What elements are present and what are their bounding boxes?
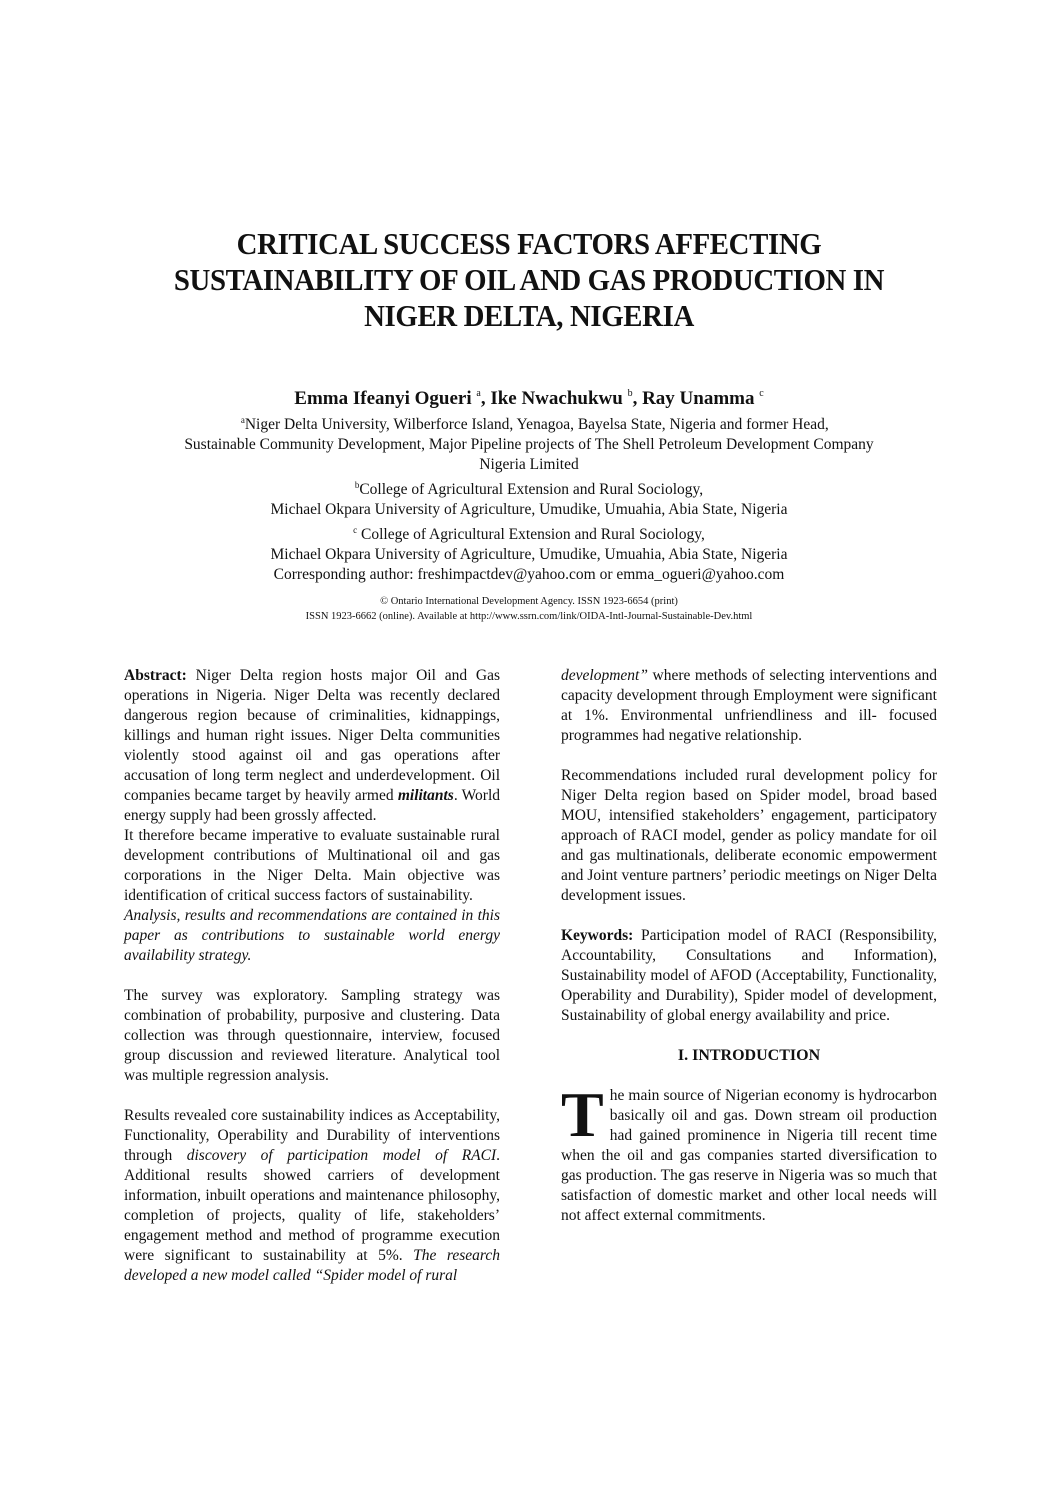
author-name: Ike Nwachukwu [490,388,623,409]
affiliation-a [0,410,1058,435]
affiliations [0,410,1058,585]
abstract-text: Niger Delta region hosts major Oil and Gas operations in Nigeria. Niger Delta was recently declared dangerous region because of criminalities, kidnappings, killings and human right issues. Niger Delta communities violently stood against oil and gas operations after accusation of long term neglect and underdevelopment. Oil companies became target by heavily armed [124,667,500,804]
copyright-issn-print: © Ontario International Development Agency. ISSN 1923-6654 (print) [380,596,678,607]
abstract-italic-note: Analysis, results and recommendations are contained in this paper as contributions to sustainable world energy availability strategy. [124,907,500,964]
abstract-text: Results revealed core sustainability indices as Acceptability, Functionality, Operability and Durability of interventions through [124,1107,500,1164]
title-line-3: NIGER DELTA, NIGERIA [364,298,694,333]
abstract-recommendations: Recommendations included rural development policy for Niger Delta region based on Spider model, broad based MOU, intensified stakeholders’ engagement, participatory approach of RACI model, gender as policy mandate for oil and gas multinationals, deliberate economic empowerment and Joint venture partners’ periodic meetings on Niger Delta development issues. [561,767,937,904]
affiliation-text: College of Agricultural Extension and Rural Sociology, [359,481,704,498]
abstract-results-cont [561,666,937,746]
abstract-emphasis: discovery of participation model of RACI [186,1147,497,1164]
affiliation-c-cont: Michael Okpara University of Agriculture, Umudike, Umuahia, Abia State, Nigeria [270,546,788,563]
affiliation-b-cont: Michael Okpara University of Agriculture, Umudike, Umuahia, Abia State, Nigeria [270,501,788,518]
affiliation-a-cont: Sustainable Community Development, Major Pipeline projects of The Shell Petroleum Development Company [184,436,874,453]
issn-online-link: ISSN 1923-6662 (online). Available at http://www.ssrn.com/link/OIDA-Intl-Journal-Sustainable-Dev.html [305,611,753,622]
abstract-emphasis: The research developed a new model called “Spider model of rural [124,1247,500,1284]
keywords-label: Keywords: [561,927,634,944]
introduction-paragraph [561,1079,937,1226]
author-name: Ray Unamma [642,388,755,409]
abstract-text: . Additional results showed carriers of development information, inbuilt operations and maintenance philosophy, completion of projects, quality of life, stakeholders’ engagement method and method of programme execution were significant to sustainability at 5%. [124,1147,501,1264]
paper-title [37,226,1021,334]
introduction-text: he main source of Nigerian economy is hydrocarbon basically oil and gas. Down stream oil production had gained prominence in Nigeria till recent time when the oil and gas companies started diversification to gas production. The gas reserve in Nigeria was so much that satisfaction of domestic market and other local needs will not affect external commitments. [561,1087,937,1224]
author-affiliation-marker: b [627,388,633,399]
keywords-text: Participation model of RACI (Responsibility, Accountability, Consultations and Information), Sustainability model of AFOD (Acceptability, Functionality, Operability and Durability), Spider model of development, Sustainability of global energy availability and price. [561,927,937,1024]
abstract-label: Abstract: [124,667,187,684]
publication-info [0,594,1058,624]
abstract-methods: The survey was exploratory. Sampling strategy was combination of probability, purposive and clustering. Data collection was through questionnaire, interview, focused group discussion and reviewed literature. Analytical tool was multiple regression analysis. [124,987,500,1084]
drop-cap: T [561,1079,604,1150]
abstract-emphasis: development” [561,667,648,684]
author-affiliation-marker: c [759,388,764,399]
abstract-emphasis: militants [397,787,454,804]
author-list [0,383,1058,410]
author-affiliation-marker: a [476,388,481,399]
author-name: Emma Ifeanyi Ogueri [294,388,472,409]
author-separator: , [480,388,491,409]
abstract-paragraph: It therefore became imperative to evaluate sustainable rural development contributions of Multinational oil and gas corporations in the Niger Delta. Main objective was identification of critical success factors of sustainability. [124,827,500,904]
author-separator: , [632,388,643,409]
affiliation-marker: a [240,415,245,425]
abstract-results [124,1106,500,1286]
keywords [561,926,937,1026]
section-heading-introduction: I. INTRODUCTION [677,1047,821,1064]
abstract-paragraph [124,666,500,826]
abstract-text: where methods of selecting interventions and capacity development through Employment were significant at 1%. Environmental unfriendliness and ill- focused programmes had negative relationship. [561,667,937,744]
affiliation-a-cont: Nigeria Limited [479,456,579,473]
abstract-text: . World energy supply had been grossly affected. [124,787,501,824]
affiliation-text: College of Agricultural Extension and Rural Sociology, [357,526,705,543]
affiliation-c [0,520,1058,545]
affiliation-marker: c [353,525,358,535]
affiliation-text: Niger Delta University, Wilberforce Island, Yenagoa, Bayelsa State, Nigeria and former Head, [244,416,829,433]
right-column [561,666,937,1246]
title-line-1: CRITICAL SUCCESS FACTORS AFFECTING [236,226,822,261]
left-column [124,666,500,1306]
affiliation-marker: b [354,480,360,490]
title-line-2: SUSTAINABILITY OF OIL AND GAS PRODUCTION IN [173,262,885,297]
corresponding-author: Corresponding author: freshimpactdev@yahoo.com or emma_ogueri@yahoo.com [273,566,785,583]
affiliation-b [0,475,1058,500]
